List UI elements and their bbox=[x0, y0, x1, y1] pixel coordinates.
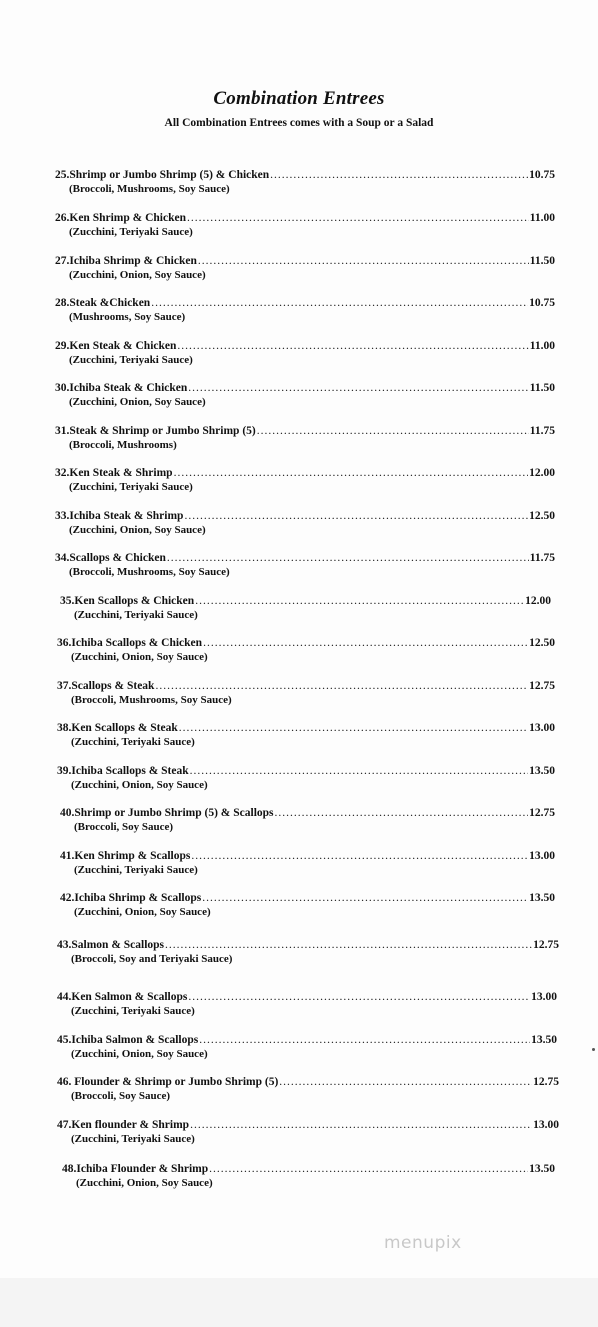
menu-item-price: 11.50 bbox=[529, 255, 555, 267]
menu-item-description: (Zucchini, Onion, Soy Sauce) bbox=[71, 651, 208, 663]
menu-item-name: 31.Steak & Shrimp or Jumbo Shrimp (5) bbox=[55, 425, 256, 437]
menu-item-price: 13.00 bbox=[529, 850, 555, 862]
dot-leader bbox=[209, 1162, 528, 1176]
menu-item-description: (Broccoli, Mushrooms, Soy Sauce) bbox=[69, 566, 230, 578]
menu-item-price: 12.75 bbox=[529, 807, 555, 819]
menu-item-line bbox=[57, 764, 555, 778]
dot-leader bbox=[190, 1118, 532, 1132]
menu-item bbox=[57, 679, 555, 707]
menu-item bbox=[57, 764, 555, 792]
menu-item bbox=[57, 990, 557, 1018]
menu-item-price: 13.00 bbox=[529, 722, 555, 734]
menu-item bbox=[60, 849, 555, 877]
menu-item-price: 10.75 bbox=[529, 169, 555, 181]
menu-item bbox=[55, 296, 555, 324]
dot-leader bbox=[151, 296, 528, 310]
menu-item-line bbox=[60, 849, 555, 863]
menu-item-name: 30.Ichiba Steak & Chicken bbox=[55, 382, 188, 394]
dot-leader bbox=[279, 1075, 532, 1089]
menu-item-description: (Broccoli, Soy Sauce) bbox=[74, 821, 174, 833]
menu-item-line bbox=[55, 296, 555, 310]
menu-item-description: (Zucchini, Onion, Soy Sauce) bbox=[69, 524, 206, 536]
menu-item-line bbox=[57, 1118, 559, 1132]
menu-item bbox=[57, 721, 555, 749]
menu-item bbox=[60, 806, 555, 834]
menu-item-description: (Zucchini, Teriyaki Sauce) bbox=[71, 736, 195, 748]
watermark-logo: menupix bbox=[384, 1233, 462, 1253]
menu-item bbox=[57, 636, 555, 664]
menu-item-description: (Zucchini, Teriyaki Sauce) bbox=[69, 481, 193, 493]
menu-item-price: 11.00 bbox=[529, 212, 555, 224]
menu-item-line bbox=[55, 254, 555, 268]
menu-item-description: (Zucchini, Onion, Soy Sauce) bbox=[71, 1048, 208, 1060]
menu-item-price: 13.50 bbox=[529, 892, 555, 904]
menu-item bbox=[55, 339, 555, 367]
menu-item-name: 42.Ichiba Shrimp & Scallops bbox=[60, 892, 202, 904]
dot-leader bbox=[187, 211, 529, 225]
menu-item-name: 41.Ken Shrimp & Scallops bbox=[60, 850, 191, 862]
dot-leader bbox=[257, 424, 529, 438]
page-title: Combination Entrees bbox=[213, 88, 385, 109]
menu-item-name: 27.Ichiba Shrimp & Chicken bbox=[55, 255, 197, 267]
dot-leader bbox=[270, 168, 528, 182]
menu-item-description: (Broccoli, Soy Sauce) bbox=[71, 1090, 171, 1102]
menu-item-name: 33.Ichiba Steak & Shrimp bbox=[55, 510, 184, 522]
menu-item-price: 13.00 bbox=[531, 991, 557, 1003]
menu-item-description: (Zucchini, Onion, Soy Sauce) bbox=[76, 1177, 213, 1189]
dot-leader bbox=[155, 679, 528, 693]
menu-item-price: 11.75 bbox=[529, 425, 555, 437]
menu-item-description: (Zucchini, Onion, Soy Sauce) bbox=[74, 906, 211, 918]
menu-item-price: 11.75 bbox=[529, 552, 555, 564]
dot-leader bbox=[184, 509, 528, 523]
menu-item-line bbox=[55, 211, 555, 225]
menu-item-line bbox=[55, 551, 555, 565]
menu-item-price: 13.50 bbox=[529, 1163, 555, 1175]
menu-item-line bbox=[57, 721, 555, 735]
menu-item-price: 11.50 bbox=[529, 382, 555, 394]
menu-item bbox=[57, 938, 559, 966]
menu-item bbox=[55, 211, 555, 239]
dot-leader bbox=[177, 339, 528, 353]
menu-item-description: (Zucchini, Teriyaki Sauce) bbox=[74, 864, 198, 876]
menu-item-line bbox=[55, 339, 555, 353]
menu-item-name: 38.Ken Scallops & Steak bbox=[57, 722, 178, 734]
menu-item-description: (Zucchini, Onion, Soy Sauce) bbox=[69, 396, 206, 408]
menu-item-description: (Broccoli, Mushrooms) bbox=[69, 439, 177, 451]
dot-leader bbox=[188, 990, 530, 1004]
menu-item-name: 35.Ken Scallops & Chicken bbox=[60, 595, 195, 607]
menu-item-line bbox=[55, 466, 555, 480]
menu-item-line bbox=[57, 636, 555, 650]
dot-leader bbox=[203, 636, 528, 650]
menu-item-line bbox=[57, 990, 557, 1004]
menu-item-name: 44.Ken Salmon & Scallops bbox=[57, 991, 188, 1003]
menu-item-name: 40.Shrimp or Jumbo Shrimp (5) & Scallops bbox=[60, 807, 274, 819]
menu-item-line bbox=[55, 381, 555, 395]
menu-item-description: (Zucchini, Teriyaki Sauce) bbox=[74, 609, 198, 621]
menu-item bbox=[55, 466, 555, 494]
dot-leader bbox=[188, 381, 528, 395]
menu-item bbox=[55, 168, 555, 196]
menu-item bbox=[57, 1033, 557, 1061]
menu-item-description: (Broccoli, Mushrooms, Soy Sauce) bbox=[71, 694, 232, 706]
menu-item-line bbox=[55, 424, 555, 438]
menu-item-description: (Zucchini, Teriyaki Sauce) bbox=[69, 226, 193, 238]
menu-item-description: (Mushrooms, Soy Sauce) bbox=[69, 311, 186, 323]
menu-item-name: 36.Ichiba Scallops & Chicken bbox=[57, 637, 203, 649]
menu-item bbox=[55, 381, 555, 409]
menu-item-line bbox=[57, 1075, 559, 1089]
menu-item-description: (Broccoli, Mushrooms, Soy Sauce) bbox=[69, 183, 230, 195]
menu-item-name: 32.Ken Steak & Shrimp bbox=[55, 467, 173, 479]
menu-item-line bbox=[60, 891, 555, 905]
menu-item-name: 29.Ken Steak & Chicken bbox=[55, 340, 177, 352]
menu-item-price: 13.00 bbox=[533, 1119, 559, 1131]
menu-item-line bbox=[60, 594, 551, 608]
menu-item bbox=[62, 1162, 555, 1190]
dot-leader bbox=[275, 806, 529, 820]
menu-item-description: (Zucchini, Teriyaki Sauce) bbox=[69, 354, 193, 366]
dot-leader bbox=[174, 466, 529, 480]
menu-item-line bbox=[57, 679, 555, 693]
menu-item-description: (Zucchini, Teriyaki Sauce) bbox=[71, 1133, 195, 1145]
menu-item bbox=[60, 891, 555, 919]
dot-leader bbox=[202, 891, 528, 905]
menu-item-price: 12.75 bbox=[529, 680, 555, 692]
dot-leader bbox=[167, 551, 529, 565]
menu-item-price: 13.50 bbox=[529, 765, 555, 777]
menu-item-line bbox=[55, 168, 555, 182]
menu-item-name: 46. Flounder & Shrimp or Jumbo Shrimp (5) bbox=[57, 1076, 279, 1088]
menu-item-name: 45.Ichiba Salmon & Scallops bbox=[57, 1034, 199, 1046]
menu-item-name: 48.Ichiba Flounder & Shrimp bbox=[62, 1163, 209, 1175]
menu-item-line bbox=[57, 1033, 557, 1047]
menu-item-name: 28.Steak &Chicken bbox=[55, 297, 151, 309]
dot-leader bbox=[190, 764, 528, 778]
dot-leader bbox=[195, 594, 524, 608]
menu-item-price: 11.00 bbox=[529, 340, 555, 352]
dot-leader bbox=[191, 849, 528, 863]
menu-item bbox=[57, 1118, 559, 1146]
menu-item-name: 47.Ken flounder & Shrimp bbox=[57, 1119, 190, 1131]
dot-leader bbox=[198, 254, 529, 268]
dot-leader bbox=[179, 721, 528, 735]
menu-item bbox=[55, 254, 555, 282]
menu-item-name: 43.Salmon & Scallops bbox=[57, 939, 165, 951]
menu-item-line bbox=[62, 1162, 555, 1176]
menu-item-price: 12.50 bbox=[529, 510, 555, 522]
menu-item-price: 10.75 bbox=[529, 297, 555, 309]
menu-item-name: 39.Ichiba Scallops & Steak bbox=[57, 765, 189, 777]
menu-item-description: (Broccoli, Soy and Teriyaki Sauce) bbox=[71, 953, 233, 965]
menu-item-price: 12.00 bbox=[529, 467, 555, 479]
menu-item-price: 12.50 bbox=[529, 637, 555, 649]
menu-item-price: 13.50 bbox=[531, 1034, 557, 1046]
dot-leader bbox=[165, 938, 532, 952]
menu-item bbox=[55, 551, 555, 579]
page-subtitle: All Combination Entrees comes with a Soup or a Salad bbox=[164, 117, 434, 129]
menu-item-description: (Zucchini, Onion, Soy Sauce) bbox=[69, 269, 206, 281]
menu-item bbox=[60, 594, 551, 622]
menu-item bbox=[55, 509, 555, 537]
menu-item-name: 26.Ken Shrimp & Chicken bbox=[55, 212, 186, 224]
scan-bottom-band bbox=[0, 1278, 598, 1327]
menu-item-price: 12.00 bbox=[525, 595, 551, 607]
menu-item-line bbox=[55, 509, 555, 523]
menu-item-line bbox=[57, 938, 559, 952]
menu-item-name: 25.Shrimp or Jumbo Shrimp (5) & Chicken bbox=[55, 169, 270, 181]
scan-speck bbox=[592, 1048, 595, 1051]
menu-item-price: 12.75 bbox=[533, 939, 559, 951]
menu-item-name: 37.Scallops & Steak bbox=[57, 680, 155, 692]
menu-item bbox=[55, 424, 555, 452]
menu-item-price: 12.75 bbox=[533, 1076, 559, 1088]
dot-leader bbox=[199, 1033, 530, 1047]
menu-item-description: (Zucchini, Teriyaki Sauce) bbox=[71, 1005, 195, 1017]
menu-item-name: 34.Scallops & Chicken bbox=[55, 552, 166, 564]
menu-item-line bbox=[60, 806, 555, 820]
menu-item-description: (Zucchini, Onion, Soy Sauce) bbox=[71, 779, 208, 791]
menu-item bbox=[57, 1075, 559, 1103]
